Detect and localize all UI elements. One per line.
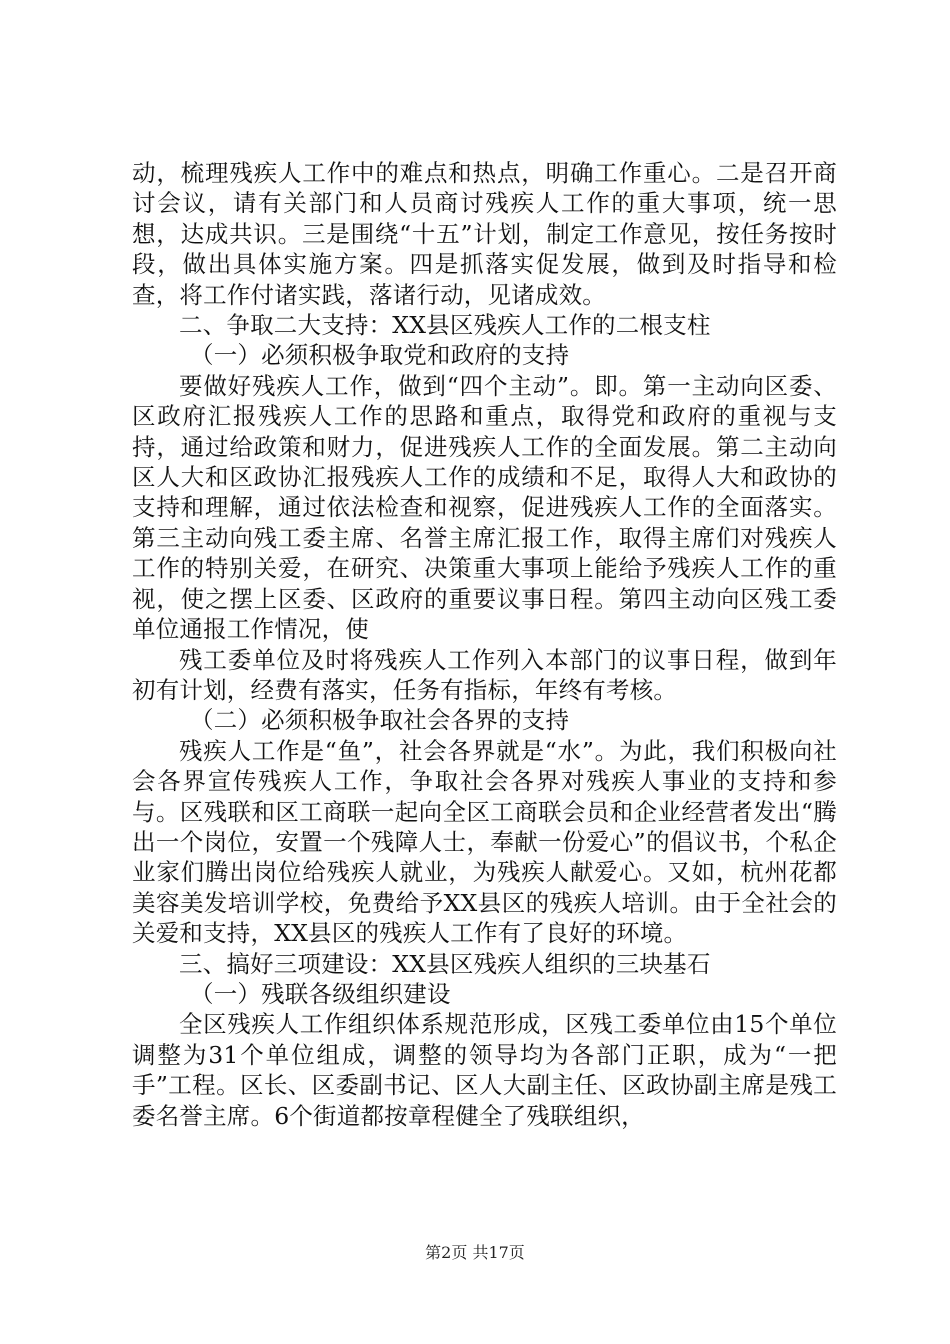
paragraph-continuation: 动，梳理残疾人工作中的难点和热点，明确工作重心。二是召开商讨会议，请有关部门和人员商讨残疾人工作的重大事项，统一思想，达成共识。三是围绕“十五”计划，制定工作意见，按任务按时段，做出具体实施方案。四是抓落实促发展，做到及时指导和检查，将工作付诸实践，落诸行动，见诸成效。 [132,159,837,309]
paragraph-committee-units: 残工委单位及时将残疾人工作列入本部门的议事日程，做到年初有计划，经费有落实，任务有指标，年终有考核。 [132,645,837,704]
subsection-heading-2-1: （一）必须积极争取党和政府的支持 [190,341,570,370]
section-heading-3: 三、搞好三项建设：XX县区残疾人组织的三块基石 [179,949,711,978]
paragraph-four-initiatives: 要做好残疾人工作，做到“四个主动”。即。第一主动向区委、区政府汇报残疾人工作的思路和重点，取得党和政府的重视与支持，通过给政策和财力，促进残疾人工作的全面发展。第二主动向区人大和区政协汇报残疾人工作的成绩和不足，取得人大和政协的支持和理解，通过依法检查和视察，促进残疾人工作的全面落实。第三主动向残工委主席、名誉主席汇报工作，取得主席们对残疾人工作的特别关爱，在研究、决策重大事项上能给予残疾人工作的重视，使之摆上区委、区政府的重要议事日程。第四主动向区残工委单位通报工作情况，使 [132,371,837,644]
section-heading-2: 二、争取二大支持：XX县区残疾人工作的二根支柱 [179,311,711,340]
paragraph-organization: 全区残疾人工作组织体系规范形成，区残工委单位由15个单位调整为31个单位组成，调整的领导均为各部门正职，成为“一把手”工程。区长、区委副书记、区人大副主任、区政协副主席是残工委名誉主席。6个街道都按章程健全了残联组织， [132,1010,837,1130]
paragraph-social-support: 残疾人工作是“鱼”，社会各界就是“水”。为此，我们积极向社会各界宣传残疾人工作，争取社会各界对残疾人事业的支持和参与。区残联和区工商联一起向全区工商联会员和企业经营者发出“腾出一个岗位，安置一个残障人士，奉献一份爱心”的倡议书，个私企业家们腾出岗位给残疾人就业，为残疾人献爱心。又如，杭州花都美容美发培训学校，免费给予XX县区的残疾人培训。由于全社会的关爱和支持，XX县区的残疾人工作有了良好的环境。 [132,736,837,948]
subsection-heading-3-1: （一）残联各级组织建设 [190,979,451,1008]
subsection-heading-2-2: （二）必须积极争取社会各界的支持 [190,706,570,735]
page-number-footer: 第2页 共17页 [425,1243,525,1262]
document-body [132,158,837,1131]
